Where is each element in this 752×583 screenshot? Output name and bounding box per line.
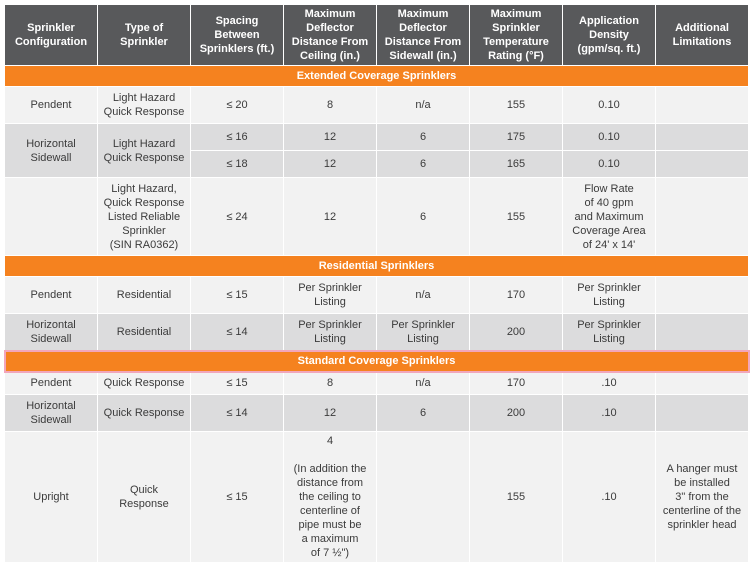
header-configuration: Sprinkler Configuration [5, 5, 98, 66]
cell-type: Residential [98, 277, 191, 314]
cell-type: Quick Response [98, 432, 191, 563]
cell-sidewall-distance: 6 [377, 124, 470, 151]
cell-limitations [656, 87, 749, 124]
cell-limitations [656, 151, 749, 178]
cell-limitations [656, 314, 749, 351]
cell-temperature: 170 [470, 372, 563, 395]
header-temperature: Maximum Sprinkler Temperature Rating (°F) [470, 5, 563, 66]
cell-spacing: ≤ 15 [191, 372, 284, 395]
table-row [5, 314, 749, 351]
cell-density: Per Sprinkler Listing [563, 314, 656, 351]
sprinkler-spacing-table [4, 4, 749, 563]
cell-temperature: 175 [470, 124, 563, 151]
cell-limitations [656, 124, 749, 151]
cell-configuration: Horizontal Sidewall [5, 124, 98, 178]
section-title: Extended Coverage Sprinklers [5, 66, 749, 87]
cell-configuration: Pendent [5, 372, 98, 395]
cell-type: Light Hazard Quick Response [98, 124, 191, 178]
cell-sidewall-distance: 6 [377, 151, 470, 178]
cell-spacing: ≤ 14 [191, 314, 284, 351]
cell-limitations: A hanger must be installed 3" from the centerline of the sprinkler head [656, 432, 749, 563]
cell-ceiling-distance: Per Sprinkler Listing [284, 277, 377, 314]
header-limitations: Additional Limitations [656, 5, 749, 66]
cell-limitations [656, 395, 749, 432]
cell-density: .10 [563, 372, 656, 395]
cell-temperature: 155 [470, 432, 563, 563]
cell-density: Flow Rate of 40 gpm and Maximum Coverage Area of 24' x 14' [563, 178, 656, 256]
cell-type: Residential [98, 314, 191, 351]
cell-limitations [656, 372, 749, 395]
cell-temperature: 200 [470, 314, 563, 351]
cell-temperature: 155 [470, 87, 563, 124]
cell-spacing: ≤ 16 [191, 124, 284, 151]
cell-spacing: ≤ 14 [191, 395, 284, 432]
table-row [5, 395, 749, 432]
table-row [5, 124, 749, 151]
cell-density: .10 [563, 432, 656, 563]
cell-ceiling-distance: Per Sprinkler Listing [284, 314, 377, 351]
section-row-standard [5, 351, 749, 372]
cell-type: Light Hazard Quick Response [98, 87, 191, 124]
cell-spacing: ≤ 20 [191, 87, 284, 124]
cell-type: Quick Response [98, 395, 191, 432]
cell-temperature: 165 [470, 151, 563, 178]
header-row [5, 5, 749, 66]
section-row-residential [5, 256, 749, 277]
header-ceiling-distance: Maximum Deflector Distance From Ceiling (in.) [284, 5, 377, 66]
cell-sidewall-distance: n/a [377, 372, 470, 395]
cell-temperature: 170 [470, 277, 563, 314]
cell-configuration: Pendent [5, 277, 98, 314]
section-title: Standard Coverage Sprinklers [5, 351, 749, 372]
table-row [5, 87, 749, 124]
cell-limitations [656, 277, 749, 314]
header-type: Type of Sprinkler [98, 5, 191, 66]
cell-ceiling-distance: 12 [284, 395, 377, 432]
cell-sidewall-distance: n/a [377, 277, 470, 314]
cell-density: 0.10 [563, 124, 656, 151]
cell-spacing: ≤ 24 [191, 178, 284, 256]
cell-density: Per Sprinkler Listing [563, 277, 656, 314]
cell-spacing: ≤ 15 [191, 277, 284, 314]
cell-density: 0.10 [563, 87, 656, 124]
table-row [5, 432, 749, 563]
cell-configuration: Upright [5, 432, 98, 563]
table-row [5, 178, 749, 256]
cell-ceiling-distance: 12 [284, 124, 377, 151]
cell-configuration: Pendent [5, 87, 98, 124]
cell-spacing: ≤ 18 [191, 151, 284, 178]
cell-ceiling-distance: 12 [284, 178, 377, 256]
header-sidewall-distance: Maximum Deflector Distance From Sidewall (in.) [377, 5, 470, 66]
cell-density: .10 [563, 395, 656, 432]
cell-ceiling-distance: 4 (In addition the distance from the ceiling to centerline of pipe must be a maximum of 7 ½") [284, 432, 377, 563]
cell-configuration: Horizontal Sidewall [5, 314, 98, 351]
cell-configuration: Horizontal Sidewall [5, 395, 98, 432]
cell-sidewall-distance: 6 [377, 178, 470, 256]
cell-sidewall-distance: 6 [377, 395, 470, 432]
cell-limitations [656, 178, 749, 256]
cell-ceiling-distance: 8 [284, 87, 377, 124]
section-row-extended [5, 66, 749, 87]
cell-ceiling-distance: 12 [284, 151, 377, 178]
cell-type: Light Hazard, Quick Response Listed Reliable Sprinkler (SIN RA0362) [98, 178, 191, 256]
cell-sidewall-distance: Per Sprinkler Listing [377, 314, 470, 351]
section-title: Residential Sprinklers [5, 256, 749, 277]
cell-temperature: 200 [470, 395, 563, 432]
cell-sidewall-distance [377, 432, 470, 563]
cell-density: 0.10 [563, 151, 656, 178]
cell-ceiling-distance: 8 [284, 372, 377, 395]
table-row [5, 277, 749, 314]
header-density: Application Density (gpm/sq. ft.) [563, 5, 656, 66]
cell-temperature: 155 [470, 178, 563, 256]
table-row [5, 372, 749, 395]
cell-sidewall-distance: n/a [377, 87, 470, 124]
cell-spacing: ≤ 15 [191, 432, 284, 563]
header-spacing: Spacing Between Sprinklers (ft.) [191, 5, 284, 66]
cell-type: Quick Response [98, 372, 191, 395]
cell-configuration [5, 178, 98, 256]
